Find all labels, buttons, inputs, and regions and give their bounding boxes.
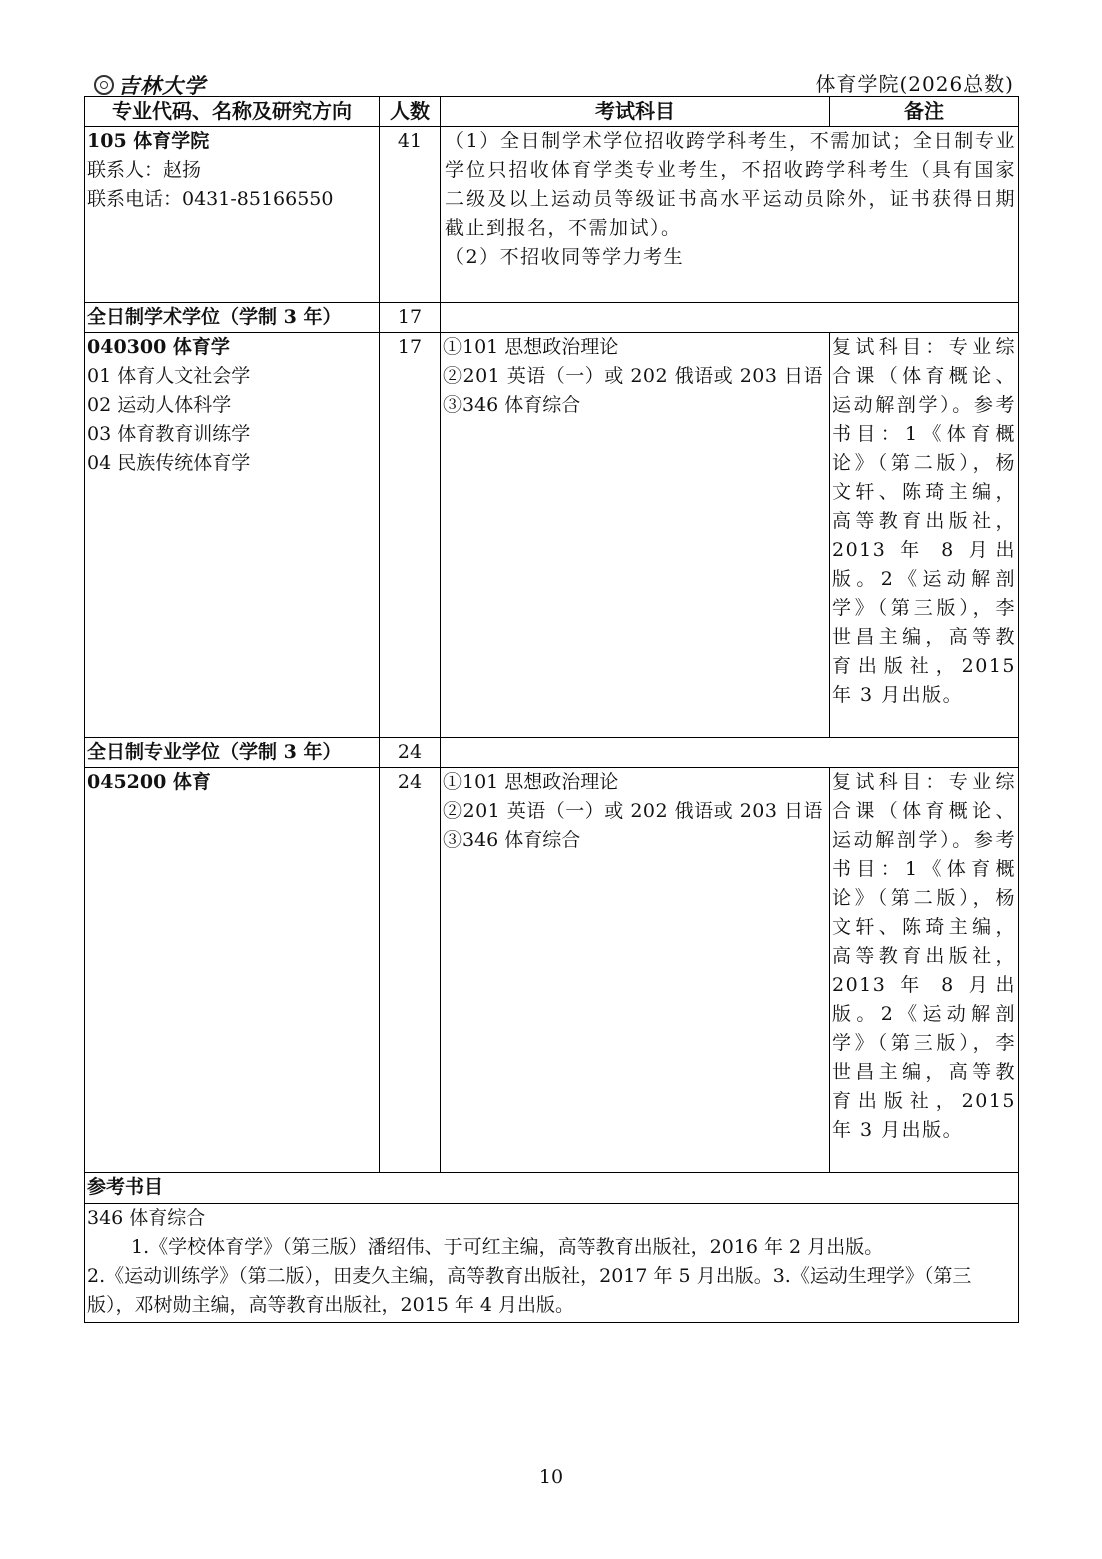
academic-subjects bbox=[441, 333, 830, 738]
professional-major-info bbox=[85, 768, 380, 1173]
college-contact: 联系人：赵扬 bbox=[87, 159, 202, 181]
table-header-row bbox=[85, 97, 1019, 127]
professional-remark: 复试科目：专业综合课（体育概论、运动解剖学）。参考书目：1《体育概论》（第二版），杨文轩、陈琦主编，高等教育出版社，2013 年 8 月出版。2《运动解剖学》（第三版），李世昌主编，高等教育出版社，2015 年 3 月出版。 bbox=[830, 768, 1019, 1173]
reference-item: 1.《学校体育学》（第三版）潘绍伟、于可红主编，高等教育出版社，2016 年 2 月出版。 bbox=[131, 1236, 884, 1258]
references-title: 参考书目 bbox=[85, 1173, 1019, 1204]
references-title-row bbox=[85, 1173, 1019, 1204]
academic-section-title: 全日制学术学位（学制 3 年） bbox=[85, 303, 380, 333]
college-notes bbox=[441, 127, 1019, 303]
subject-item: ①101 思想政治理论 bbox=[443, 771, 619, 793]
direction-item: 02 运动人体科学 bbox=[87, 394, 232, 416]
references-content bbox=[85, 1204, 1019, 1323]
academic-remark: 复试科目：专业综合课（体育概论、运动解剖学）。参考书目：1《体育概论》（第二版），杨文轩、陈琦主编，高等教育出版社，2013 年 8 月出版。2《运动解剖学》（第三版），李世昌主编，高等教育出版社，2015 年 3 月出版。 bbox=[830, 333, 1019, 738]
direction-item: 01 体育人文社会学 bbox=[87, 365, 251, 387]
college-count: 41 bbox=[380, 127, 441, 303]
admission-table bbox=[84, 96, 1019, 1323]
subject-item: ①101 思想政治理论 bbox=[443, 336, 619, 358]
header-remarks: 备注 bbox=[830, 97, 1019, 127]
college-row bbox=[85, 127, 1019, 303]
page-header bbox=[84, 68, 1018, 96]
subject-item: ③346 体育综合 bbox=[443, 829, 581, 851]
seal-icon bbox=[94, 75, 114, 95]
academic-major-info bbox=[85, 333, 380, 738]
professional-section-row bbox=[85, 738, 1019, 768]
professional-major-count: 24 bbox=[380, 768, 441, 1173]
academic-section-row bbox=[85, 303, 1019, 333]
references-subject: 346 体育综合 bbox=[87, 1207, 206, 1229]
college-title: 105 体育学院 bbox=[87, 130, 210, 152]
college-info bbox=[85, 127, 380, 303]
professional-major-row bbox=[85, 768, 1019, 1173]
academic-major-title: 040300 体育学 bbox=[87, 336, 230, 358]
college-note-1: （1）全日制学术学位招收跨学科考生，不需加试；全日制专业学位只招收体育学类专业考生，不招收跨学科考生（具有国家二级及以上运动员等级证书高水平运动员除外，证书获得日期截止到报名，不需加试）。 bbox=[445, 130, 1016, 239]
direction-item: 03 体育教育训练学 bbox=[87, 423, 251, 445]
subject-item: ②201 英语（一）或 202 俄语或 203 日语 bbox=[443, 800, 823, 822]
college-phone: 联系电话：0431-85166550 bbox=[87, 188, 334, 210]
header-major: 专业代码、名称及研究方向 bbox=[85, 97, 380, 127]
reference-item: 2.《运动训练学》（第二版），田麦久主编，高等教育出版社，2017 年 5 月出版。3.《运动生理学》（第三版），邓树勋主编，高等教育出版社，2015 年 4 月出版。 bbox=[87, 1265, 972, 1316]
subject-item: ②201 英语（一）或 202 俄语或 203 日语 bbox=[443, 365, 823, 387]
college-note-2: （2）不招收同等学力考生 bbox=[445, 246, 685, 268]
header-college-label: 体育学院(2026总数) bbox=[815, 72, 1014, 96]
academic-section-count: 17 bbox=[380, 303, 441, 333]
professional-major-title: 045200 体育 bbox=[87, 771, 211, 793]
direction-item: 04 民族传统体育学 bbox=[87, 452, 251, 474]
page-number: 10 bbox=[538, 1466, 564, 1488]
professional-section-title: 全日制专业学位（学制 3 年） bbox=[85, 738, 380, 768]
logo-text: 吉林大学 bbox=[118, 73, 206, 98]
header-count: 人数 bbox=[380, 97, 441, 127]
header-subjects: 考试科目 bbox=[441, 97, 830, 127]
academic-major-row bbox=[85, 333, 1019, 738]
references-content-row bbox=[85, 1204, 1019, 1323]
professional-subjects bbox=[441, 768, 830, 1173]
subject-item: ③346 体育综合 bbox=[443, 394, 581, 416]
professional-section-count: 24 bbox=[380, 738, 441, 768]
academic-major-count: 17 bbox=[380, 333, 441, 738]
